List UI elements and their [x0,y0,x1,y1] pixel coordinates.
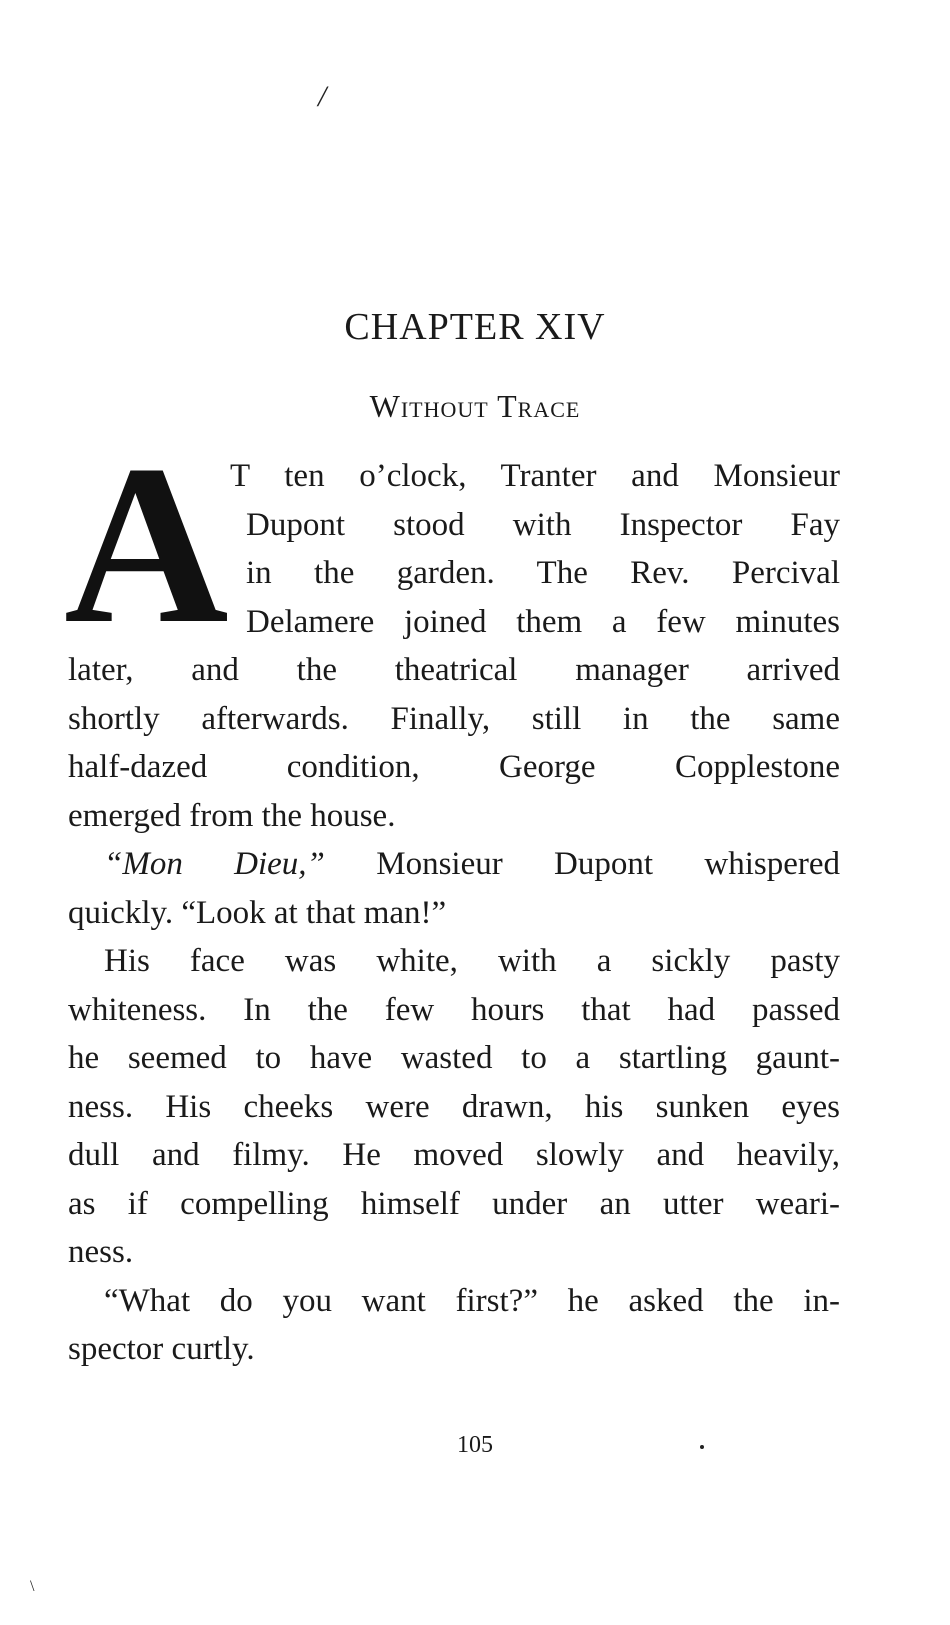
stray-mark-top: / [318,80,327,113]
text-line: whiteness. In the few hours that had passed [68,991,840,1028]
speck [700,1445,704,1449]
chapter-title: Without Trace [369,388,581,424]
text-line: in the garden. The Rev. Percival [246,555,840,591]
text-line: His face was white, with a sickly pasty [104,943,840,979]
text-line: quickly. “Look at that man!” [68,894,447,931]
text-line: half-dazed condition, George Copplestone [68,749,840,785]
text-line: later, and the theatrical manager arrived [68,652,840,688]
text-line: he seemed to have wasted to a startling gaunt- [68,1040,840,1076]
text-line: T ten o’clock, Tranter and Monsieur [230,458,840,494]
text-line: “What do you want first?” he asked the in- [104,1282,840,1319]
text-line: as if compelling himself under an utter weari- [68,1185,840,1222]
chapter-heading: CHAPTER XIV [344,306,606,348]
italic-exclamation: “Mon Dieu,” [104,846,325,882]
page-number: 105 [457,1432,493,1458]
text-line: dull and filmy. He moved slowly and heavily, [68,1137,840,1173]
text-line: shortly afterwards. Finally, still in the same [68,700,840,737]
chapter-body [64,419,840,1374]
text-line: emerged from the house. [68,797,396,834]
text-line [68,840,840,889]
text-line: ness. [68,1234,134,1270]
text-fragment: Monsieur Dupont whispered [324,846,840,882]
drop-cap: A [64,419,229,671]
text-line: Dupont stood with Inspector Fay [246,506,840,543]
text-line: ness. His cheeks were drawn, his sunken eyes [68,1088,840,1125]
text-line: spector curtly. [68,1331,255,1367]
stray-mark-bottom: \ [30,1578,35,1595]
text-line: Delamere joined them a few minutes [246,603,840,640]
